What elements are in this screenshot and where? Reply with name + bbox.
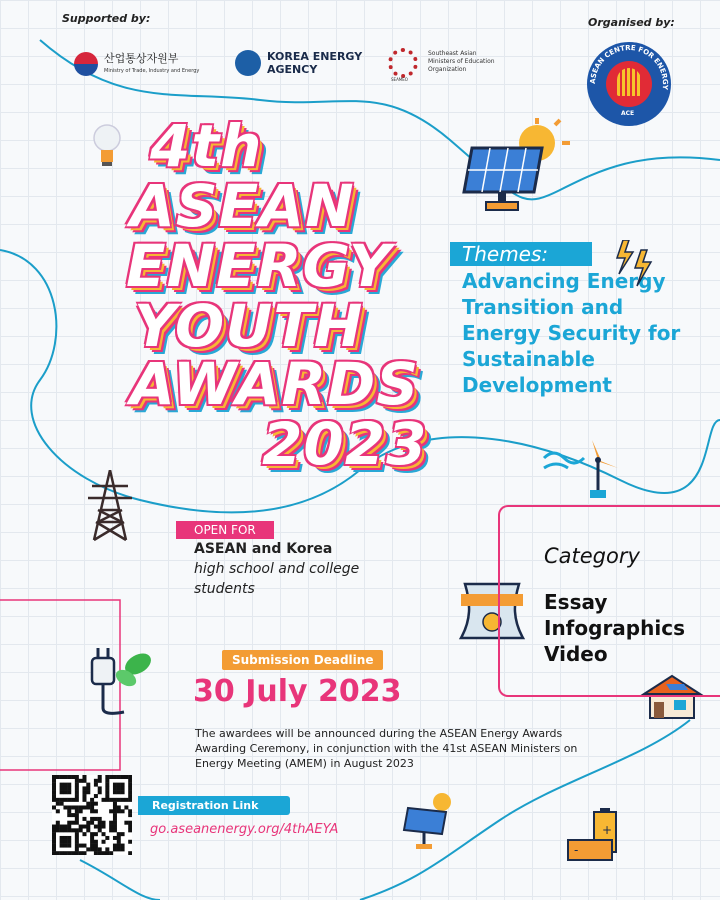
themes-text: Advancing Energy Transition and Energy Security for Sustainable Development — [462, 269, 681, 397]
seameo-line3: Organization — [428, 66, 467, 73]
seameo-line2: Ministers of Education — [428, 58, 495, 65]
themes-label: Themes: — [450, 242, 592, 266]
sponsor-kea-logo — [235, 48, 375, 80]
svg-text:-: - — [574, 843, 579, 857]
category-item: Essay — [544, 590, 608, 614]
seameo-seal: SEAMEO — [391, 77, 408, 82]
kea-name-line2: AGENCY — [267, 63, 318, 76]
taegeuk-icon — [74, 52, 98, 76]
category-item: Infographics — [544, 616, 685, 640]
title-line3: ENERGY — [126, 232, 392, 300]
battery-icon — [564, 806, 624, 866]
announcement-text: The awardees will be announced during the ASEAN Energy Awards Awarding Ceremony, in conjunction with the 41st ASEAN Ministers on Energy Meeting (AMEM) in August 2023 — [195, 727, 578, 770]
category-title: Category — [544, 544, 640, 568]
ace-logo — [587, 42, 671, 126]
seameo-gear-icon — [388, 48, 418, 78]
eligibility-region: ASEAN and Korea — [194, 541, 333, 557]
ace-abbr: ACE — [621, 110, 635, 117]
wind-turbine-icon — [540, 440, 624, 500]
sponsor-motie-logo — [74, 50, 214, 80]
seameo-line1: Southeast Asian — [428, 50, 477, 57]
supported-by-label: Supported by: — [62, 12, 151, 25]
solar-sun-icon — [402, 788, 460, 850]
plug-leaf-icon — [84, 648, 164, 718]
deadline-tag: Submission Deadline — [222, 650, 383, 670]
open-for-tag: OPEN FOR — [176, 521, 274, 539]
registration-link[interactable]: go.aseanenergy.org/4thAEYA — [150, 822, 339, 837]
light-bulb-icon — [90, 122, 124, 170]
sponsor-seameo-logo — [388, 46, 518, 82]
title-line1: 4th — [150, 112, 263, 180]
qr-code-pattern — [52, 775, 132, 855]
power-tower-icon — [86, 470, 134, 542]
solar-panel-icon — [462, 118, 572, 214]
asean-sheaves-icon — [617, 68, 641, 96]
organised-by-label: Organised by: — [588, 16, 675, 29]
motie-sub: Ministry of Trade, Industry and Energy — [104, 68, 200, 74]
qr-code[interactable] — [52, 775, 132, 855]
category-list — [544, 589, 685, 667]
motie-name: 산업통상자원부 — [104, 52, 179, 65]
registration-tag: Registration Link — [138, 796, 290, 815]
svg-text:+: + — [602, 823, 613, 837]
category-item: Video — [544, 642, 608, 666]
title-line6: 2023 — [262, 410, 428, 478]
lightning-icon — [615, 240, 655, 290]
deadline-date: 30 July 2023 — [193, 674, 402, 709]
kea-icon — [235, 50, 261, 76]
kea-name-line1: KOREA ENERGY — [267, 50, 363, 63]
title-line5: AWARDS — [130, 350, 420, 418]
eligibility-audience: high school and college students — [194, 561, 360, 597]
title-line4: YOUTH — [134, 292, 364, 360]
ace-ring-label: ASEAN CENTRE FOR ENERGY — [588, 43, 670, 91]
title-line2: ASEAN — [130, 172, 355, 240]
